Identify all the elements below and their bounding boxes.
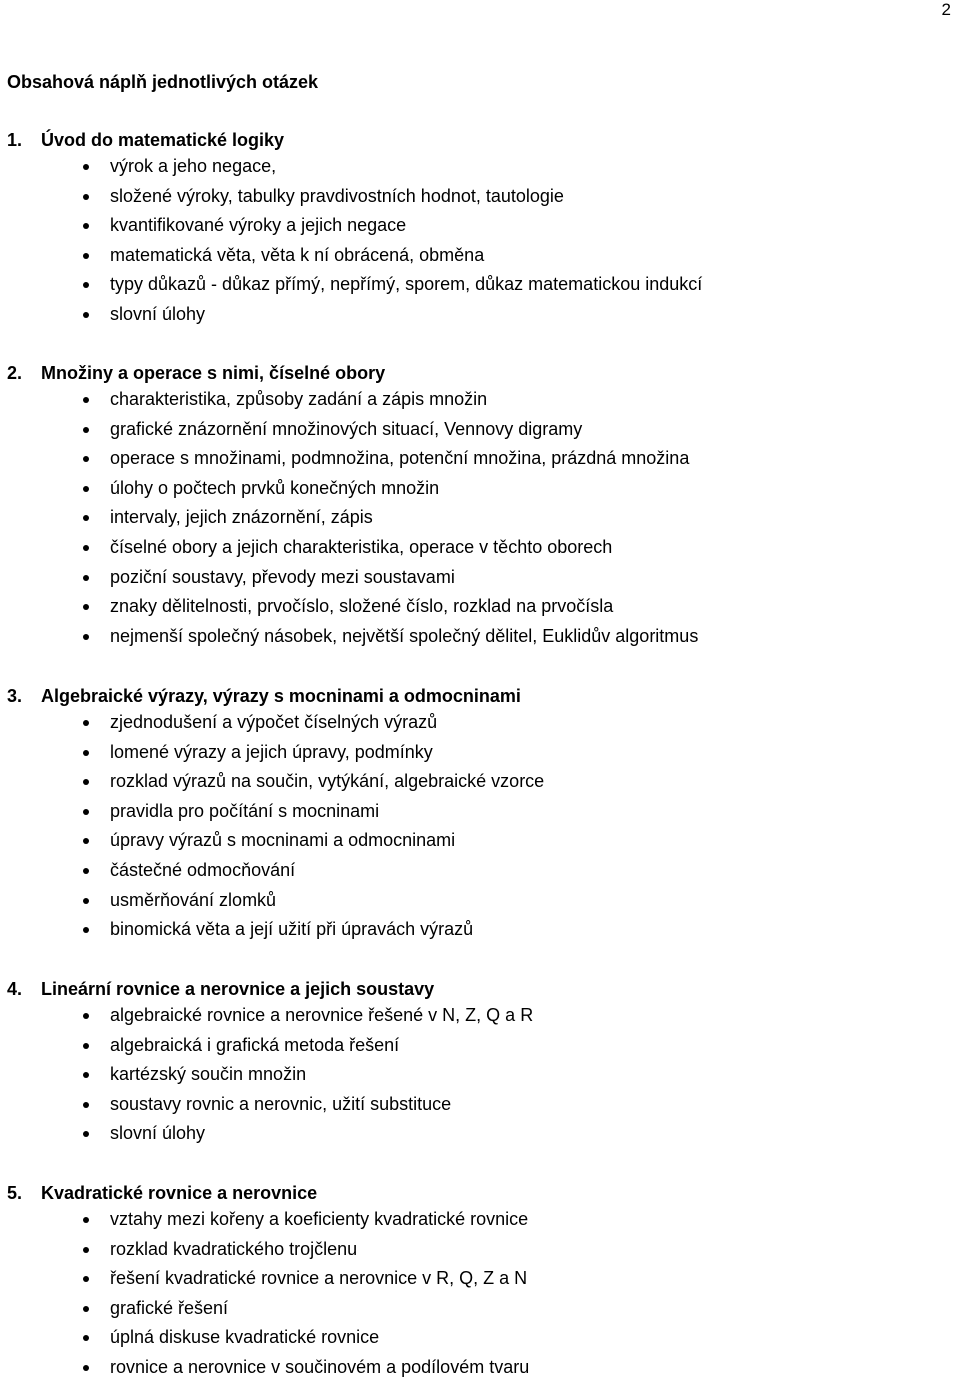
list-item xyxy=(7,622,947,652)
section-number: 3. xyxy=(7,686,23,706)
list-item xyxy=(7,1031,947,1061)
list-item-text: intervaly, jejich znázornění, zápis xyxy=(110,507,373,528)
page-number: 2 xyxy=(941,0,951,19)
list-item xyxy=(7,1090,947,1120)
list-item xyxy=(7,563,947,593)
list-item-text: výrok a jeho negace, xyxy=(110,156,277,176)
bullet-icon xyxy=(83,1276,89,1282)
list-item xyxy=(7,474,947,504)
list-item xyxy=(7,708,947,738)
section-heading-text: Kvadratické rovnice a nerovnice xyxy=(41,1183,318,1203)
bullet-icon xyxy=(83,809,89,815)
list-item-text: zjednodušení a výpočet číselných výrazů xyxy=(110,712,438,732)
section-number: 4. xyxy=(7,979,23,999)
bullet-icon xyxy=(83,164,89,170)
bullet-icon xyxy=(83,282,89,288)
section-heading-text: Množiny a operace s nimi, číselné obory xyxy=(41,363,386,383)
list-item xyxy=(7,856,947,886)
list-item xyxy=(7,915,947,945)
section-heading xyxy=(7,1182,947,1204)
list-item xyxy=(7,152,947,182)
list-item-text: rovnice a nerovnice v součinovém a podílovém tvaru xyxy=(110,1356,530,1377)
bullet-list xyxy=(7,385,947,651)
bullet-icon xyxy=(83,456,89,462)
list-item-text: matematická věta, věta k ní obrácená, obměna xyxy=(110,244,485,265)
section-heading xyxy=(7,978,947,1000)
bullet-icon xyxy=(83,750,89,756)
list-item xyxy=(7,1294,947,1324)
bullet-icon xyxy=(83,486,89,492)
bullet-icon xyxy=(83,1335,89,1341)
list-item-text: algebraická i grafická metoda řešení xyxy=(110,1034,400,1055)
list-item xyxy=(7,211,947,241)
list-item xyxy=(7,300,947,330)
list-item-text: úplná diskuse kvadratické rovnice xyxy=(110,1327,380,1348)
bullet-icon xyxy=(83,1365,89,1371)
bullet-icon xyxy=(83,927,89,933)
bullet-icon xyxy=(83,312,89,318)
list-item-text: typy důkazů - důkaz přímý, nepřímý, sporem, důkaz matematickou indukcí xyxy=(110,274,703,295)
section-number: 5. xyxy=(7,1183,23,1203)
list-item-text: binomická věta a její užití při úpravách výrazů xyxy=(110,919,474,940)
bullet-icon xyxy=(83,1102,89,1108)
list-item-text: poziční soustavy, převody mezi soustavami xyxy=(110,566,455,587)
list-item xyxy=(7,1001,947,1031)
list-item xyxy=(7,444,947,474)
bullet-icon xyxy=(83,545,89,551)
bullet-icon xyxy=(83,427,89,433)
list-item-text: usměrňování zlomků xyxy=(110,889,277,910)
bullet-icon xyxy=(83,1217,89,1223)
list-item-text: charakteristika, způsoby zadání a zápis množin xyxy=(110,389,488,409)
bullet-icon xyxy=(83,1131,89,1137)
list-item xyxy=(7,1235,947,1265)
document-title: Obsahová náplň jednotlivých otázek xyxy=(7,72,319,92)
bullet-list xyxy=(7,1001,947,1149)
list-item xyxy=(7,270,947,300)
list-item-text: slovní úlohy xyxy=(110,1123,206,1144)
list-item xyxy=(7,1323,947,1353)
section-heading-text: Algebraické výrazy, výrazy s mocninami a odmocninami xyxy=(41,686,521,706)
bullet-icon xyxy=(83,838,89,844)
list-item-text: pravidla pro počítání s mocninami xyxy=(110,800,380,821)
section xyxy=(7,1182,947,1383)
bullet-icon xyxy=(83,1306,89,1312)
bullet-icon xyxy=(83,397,89,403)
bullet-icon xyxy=(83,868,89,874)
section-heading xyxy=(7,129,947,151)
list-item-text: slovní úlohy xyxy=(110,303,206,324)
list-item xyxy=(7,241,947,271)
list-item-text: řešení kvadratické rovnice a nerovnice v R, Q, Z a N xyxy=(110,1268,528,1289)
bullet-icon xyxy=(83,223,89,229)
list-item xyxy=(7,886,947,916)
list-item xyxy=(7,592,947,622)
list-item xyxy=(7,503,947,533)
section xyxy=(7,685,947,945)
section xyxy=(7,978,947,1149)
list-item-text: kartézský součin množin xyxy=(110,1064,307,1085)
list-item xyxy=(7,182,947,212)
list-item xyxy=(7,415,947,445)
list-item xyxy=(7,1119,947,1149)
list-item xyxy=(7,1060,947,1090)
list-item xyxy=(7,533,947,563)
section-heading xyxy=(7,685,947,707)
list-item xyxy=(7,826,947,856)
list-item xyxy=(7,1264,947,1294)
bullet-list xyxy=(7,1205,947,1383)
list-item-text: algebraické rovnice a nerovnice řešené v N, Z, Q a R xyxy=(110,1005,534,1025)
section-number: 2. xyxy=(7,363,23,383)
list-item-text: rozklad kvadratického trojčlenu xyxy=(110,1238,358,1259)
bullet-icon xyxy=(83,779,89,785)
list-item-text: soustavy rovnic a nerovnic, užití substituce xyxy=(110,1093,452,1114)
list-item xyxy=(7,767,947,797)
section-heading xyxy=(7,362,947,384)
bullet-icon xyxy=(83,1247,89,1253)
list-item-text: číselné obory a jejich charakteristika, operace v těchto oborech xyxy=(110,536,613,557)
list-item-text: nejmenší společný násobek, největší společný dělitel, Euklidův algoritmus xyxy=(110,625,699,646)
list-item-text: rozklad výrazů na součin, vytýkání, algebraické vzorce xyxy=(110,771,545,792)
section-number: 1. xyxy=(7,130,23,150)
bullet-icon xyxy=(83,1013,89,1019)
list-item-text: kvantifikované výroky a jejich negace xyxy=(110,215,407,236)
section-heading-text: Lineární rovnice a nerovnice a jejich soustavy xyxy=(41,979,435,999)
list-item-text: vztahy mezi kořeny a koeficienty kvadratické rovnice xyxy=(110,1209,529,1229)
section-heading-text: Úvod do matematické logiky xyxy=(41,130,285,150)
list-item-text: úpravy výrazů s mocninami a odmocninami xyxy=(110,830,456,851)
bullet-list xyxy=(7,708,947,945)
list-item-text: grafické znázornění množinových situací, Vennovy digramy xyxy=(110,418,583,439)
list-item xyxy=(7,738,947,768)
bullet-icon xyxy=(83,720,89,726)
list-item-text: úlohy o počtech prvků konečných množin xyxy=(110,477,440,498)
bullet-icon xyxy=(83,1072,89,1078)
list-item-text: složené výroky, tabulky pravdivostních hodnot, tautologie xyxy=(110,185,564,206)
list-item-text: grafické řešení xyxy=(110,1297,229,1318)
list-item xyxy=(7,385,947,415)
list-item-text: operace s množinami, podmnožina, potenční množina, prázdná množina xyxy=(110,448,690,469)
bullet-icon xyxy=(83,898,89,904)
list-item xyxy=(7,1205,947,1235)
list-item xyxy=(7,1353,947,1383)
bullet-list xyxy=(7,152,947,330)
bullet-icon xyxy=(83,515,89,521)
bullet-icon xyxy=(83,604,89,610)
list-item xyxy=(7,797,947,827)
bullet-icon xyxy=(83,634,89,640)
section xyxy=(7,362,947,651)
list-item-text: částečné odmocňování xyxy=(110,859,296,880)
bullet-icon xyxy=(83,1043,89,1049)
bullet-icon xyxy=(83,253,89,259)
list-item-text: lomené výrazy a jejich úpravy, podmínky xyxy=(110,741,433,762)
bullet-icon xyxy=(83,575,89,581)
bullet-icon xyxy=(83,194,89,200)
section xyxy=(7,129,947,330)
list-item-text: znaky dělitelnosti, prvočíslo, složené číslo, rozklad na prvočísla xyxy=(110,596,614,617)
